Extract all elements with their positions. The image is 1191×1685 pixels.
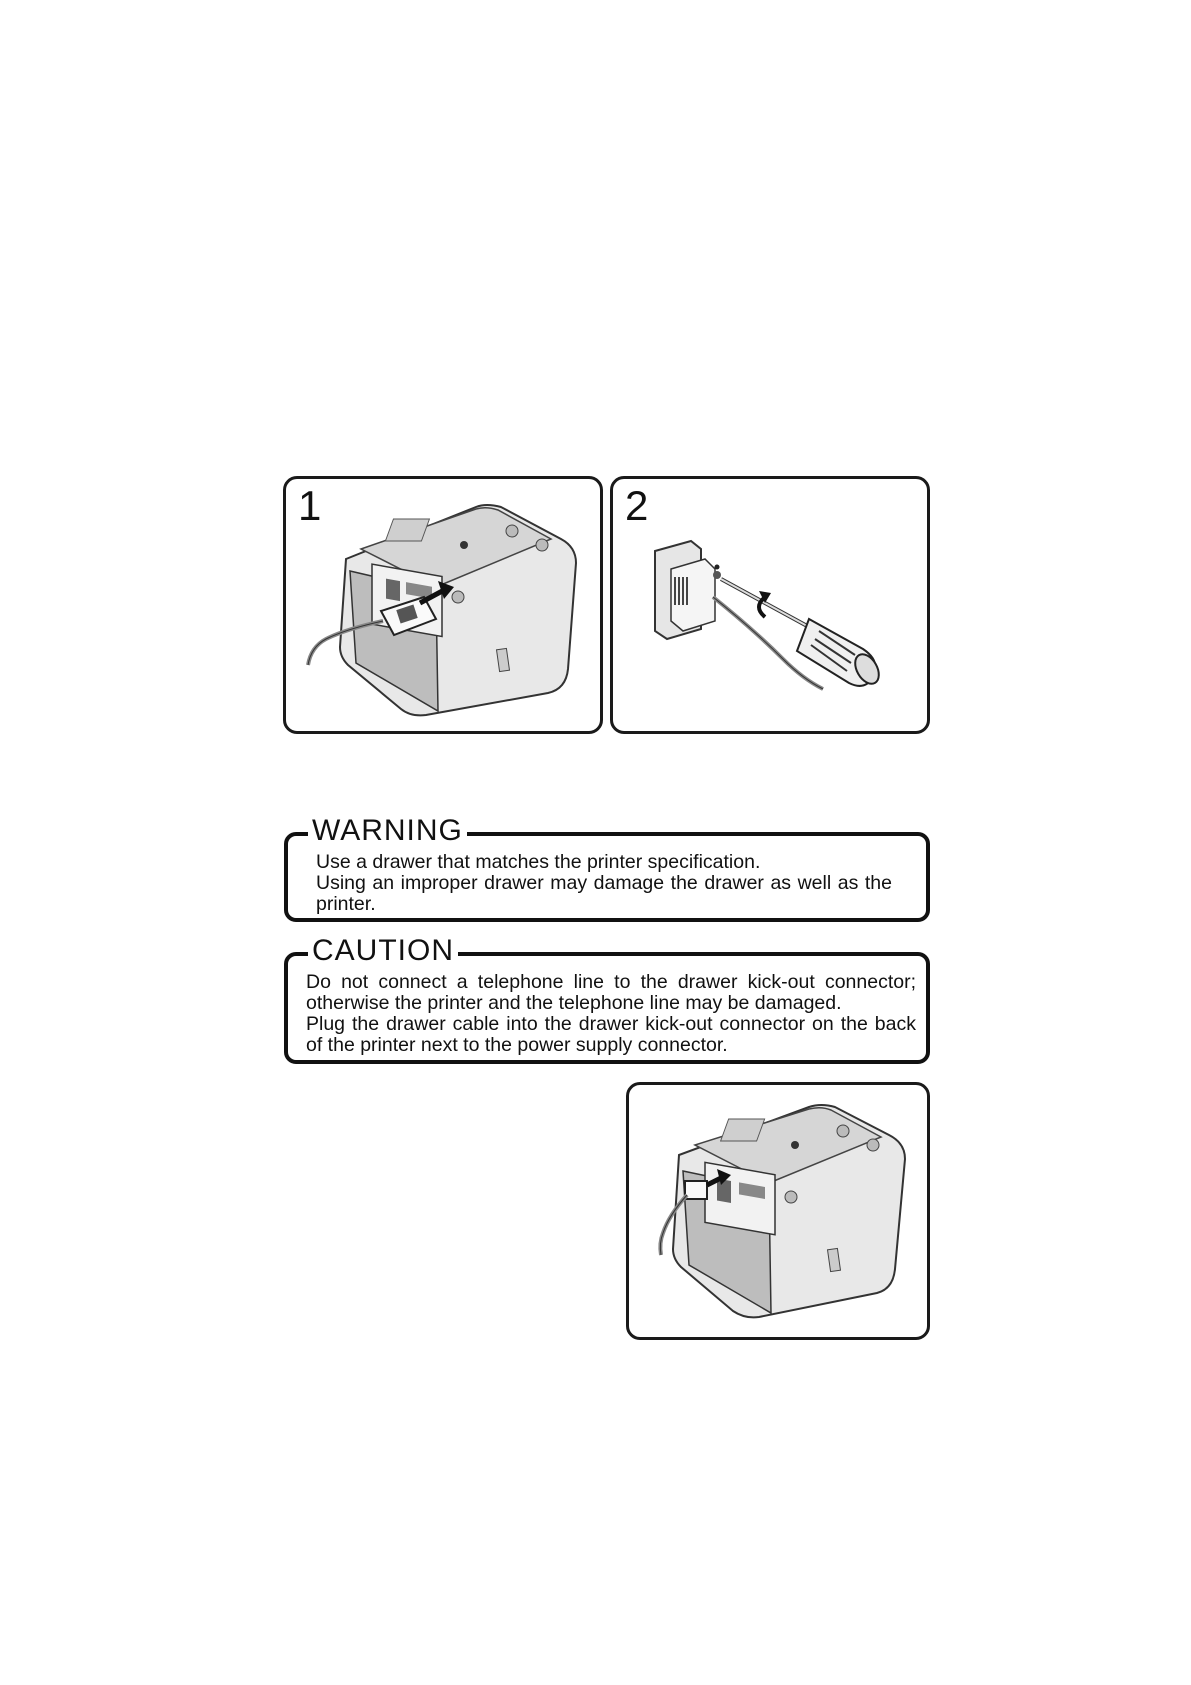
printer-parallel-cable-illustration	[286, 479, 603, 734]
step-number: 2	[625, 482, 649, 529]
caution-title: CAUTION	[308, 934, 458, 968]
printer-drawer-cable-illustration	[629, 1085, 930, 1340]
warning-title: WARNING	[308, 814, 467, 848]
warning-line: Using an improper drawer may damage the drawer as well as the printer.	[316, 872, 892, 915]
warning-box	[284, 814, 930, 922]
screwdriver-fastening-illustration	[613, 479, 930, 734]
caution-line: Do not connect a telephone line to the drawer kick-out connector; otherwise the printer and the telephone line may be damaged.	[306, 971, 916, 1014]
warning-line: Use a drawer that matches the printer specification.	[316, 851, 761, 873]
step-number: 1	[298, 482, 322, 529]
drawer-cable-panel	[626, 1082, 930, 1340]
caution-text	[288, 956, 926, 1062]
warning-text	[288, 836, 926, 921]
caution-line: Plug the drawer cable into the drawer kick-out connector on the back of the printer next to the power supply connector.	[306, 1013, 916, 1056]
caution-box	[284, 934, 930, 1064]
step-1-panel	[283, 476, 603, 734]
step-2-panel	[610, 476, 930, 734]
